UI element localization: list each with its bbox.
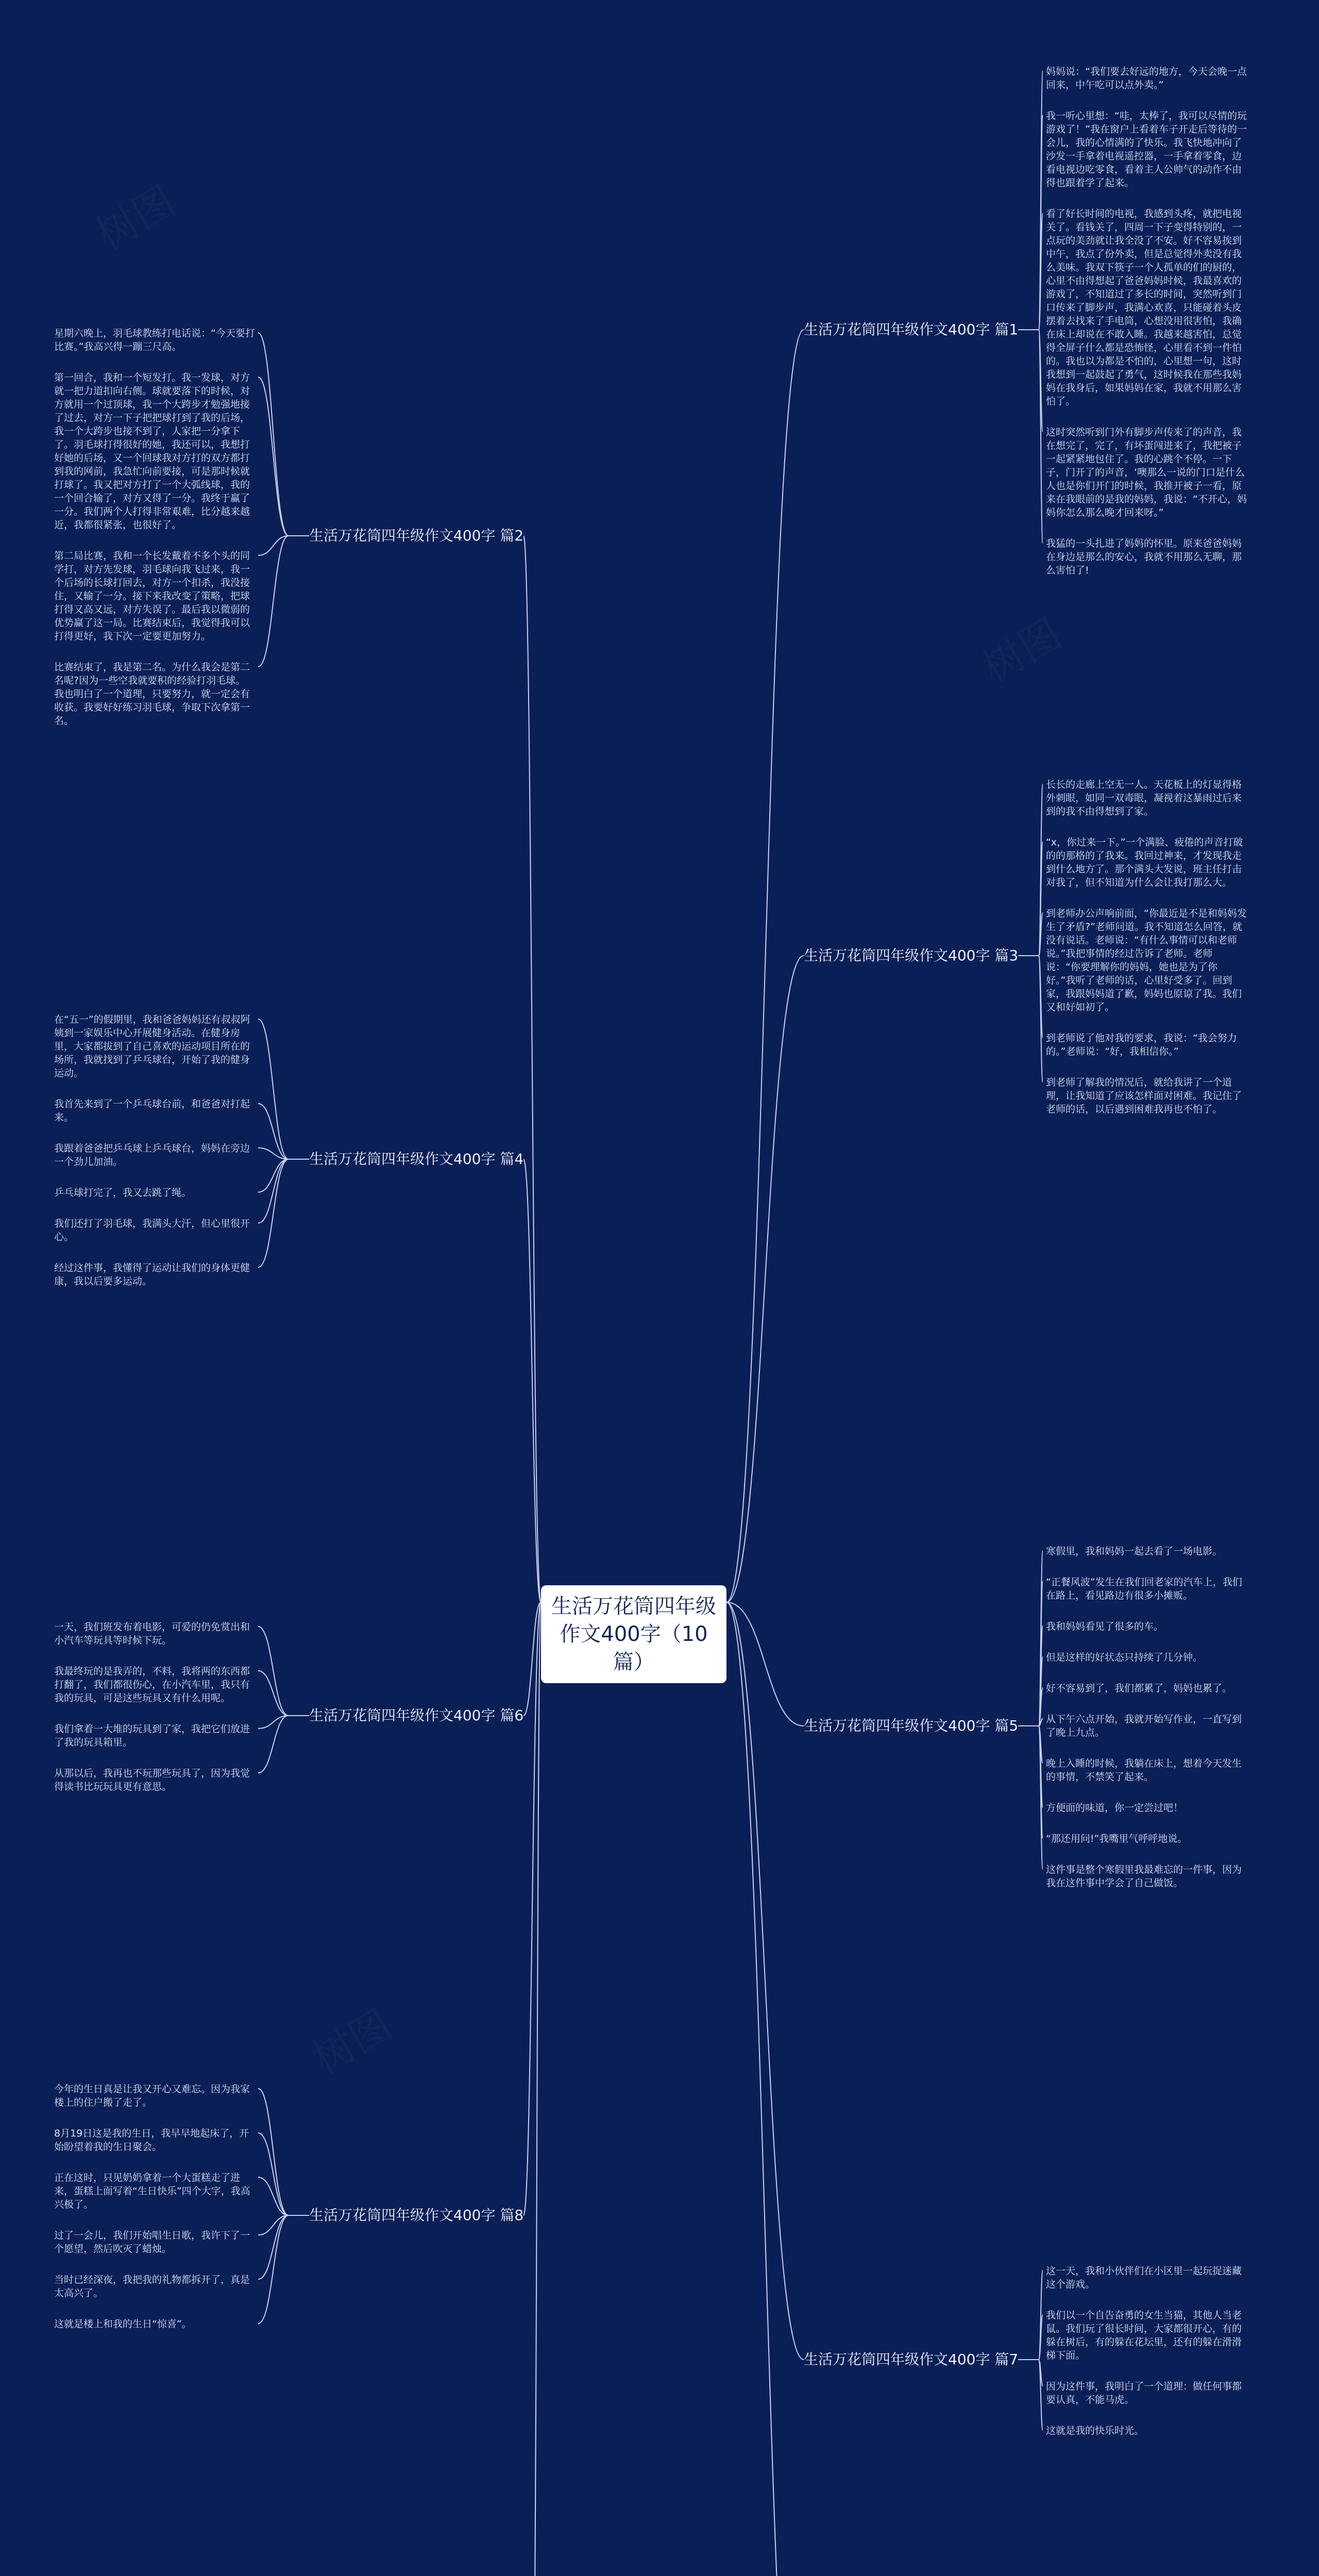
leaf-text: 好不容易到了，我们都累了，妈妈也累了。 (1046, 1683, 1232, 1694)
connector-line (726, 330, 804, 1602)
leaf-text: 我们还打了羽毛球，我满头大汗，但心里很开心。 (54, 1218, 250, 1243)
leaf-text: 我一听心里想：“哇，太棒了，我可以尽情的玩游戏了！”我在窗户上看着车子开走后等待的一会儿，我的心情满的了快乐。我飞快地冲向了沙发一手拿着电视遥控器，一手拿着零食，边看电视边吃零食，看着主人公帅气的动作不由得也跟着学了起来。 (1046, 110, 1247, 189)
connector-line (258, 536, 289, 555)
branch-label[interactable]: 生活万花筒四年级作文400字 篇5 (804, 1717, 1019, 1734)
leaf-text: “正餐风波”发生在我们回老家的汽车上，我们在路上，看见路边有很多小摊贩。 (1046, 1577, 1242, 1601)
branch-label[interactable]: 生活万花筒四年级作文400字 篇3 (804, 947, 1019, 964)
leaf-text: 过了一会儿，我们开始唱生日歌，我许下了一个愿望，然后吹灭了蜡烛。 (54, 2230, 250, 2255)
leaf-text: 正在这时，只见奶奶拿着一个大蛋糕走了进来，蛋糕上面写着“生日快乐”四个大字，我高兴极了。 (54, 2172, 250, 2210)
connector-line (258, 1104, 289, 1159)
branch-label[interactable]: 生活万花筒四年级作文400字 篇4 (309, 1150, 524, 1167)
leaf-text: 第一回合，我和一个短发打。我一发球，对方就一把力道扣向右侧。球就要落下的时候，对方就用一个过顶球，我一个大跨步才勉强地接了过去，对方一下子把把球打到了我的后场，我一个大跨步也接不到了，人家把一分拿下了。羽毛球打得很好的她，我还可以，我想打好她的后场，又一个回球我对方打的双方都打到我的网前，我急忙向前要接，可是那时候就打球了。我又把对方打了一个大弧线球，我的一个回合输了，对方又得了一分。我终于赢了一分。我们两个人打得非常艰难，比分越来越近，我都很紧张，也很好了。 (54, 372, 250, 531)
leaf-text: 我们以一个自告奋勇的女生当猫，其他人当老鼠。我们玩了很长时间，大家都很开心，有的躲在树后，有的躲在花坛里，还有的躲在滑滑梯下面。 (1046, 2310, 1242, 2361)
connector-line (726, 1602, 804, 1726)
connector-line (726, 956, 804, 1602)
leaf-text: 我跟着爸爸把乒乓球上乒乓球台，妈妈在旁边一个劲儿加油。 (54, 1143, 250, 1167)
connector-line (258, 333, 289, 536)
leaf-text: 当时已经深夜，我把我的礼物都拆开了，真是太高兴了。 (54, 2274, 250, 2299)
leaf-text: 方便面的味道，你一定尝过吧！ (1046, 1802, 1183, 1814)
connector-line (258, 1671, 289, 1716)
leaf-text: 长长的走廊上空无一人。天花板上的灯显得格外刺眼，如同一双毒眼，凝视着这暴雨过后来到的我不由得想到了家。 (1046, 779, 1242, 817)
connector-line (726, 1602, 804, 2576)
leaf-text: 我猛的一头扎进了妈妈的怀里。原来爸爸妈妈在身边是那么的安心，我就不用那么无聊，那么害怕了! (1046, 538, 1242, 576)
leaf-text: 星期六晚上，羽毛球教练打电话说：“今天要打比赛。”我高兴得一蹦三尺高。 (54, 328, 255, 352)
branch-label[interactable]: 生活万花筒四年级作文400字 篇8 (309, 2207, 524, 2224)
leaf-text: 这一天，我和小伙伴们在小区里一起玩捉迷藏这个游戏。 (1046, 2265, 1242, 2290)
leaf-text: 这就是楼上和我的生日“惊喜”。 (54, 2318, 192, 2330)
leaf-text: 经过这件事，我懂得了运动让我们的身体更健康，我以后要多运动。 (54, 1262, 250, 1287)
leaf-text: 8月19日这是我的生日，我早早地起床了，开始盼望着我的生日聚会。 (54, 2128, 249, 2153)
leaf-text: 到老师说了他对我的要求，我说：“我会努力的。”老师说：“好，我相信你。” (1046, 1032, 1237, 1057)
leaf-text: 比赛结束了，我是第二名。为什么我会是第二名呢?因为一些空我就要积的经验打羽毛球。我也明白了一个道理，只要努力，就一定会有收获。我要好好练习羽毛球，争取下次拿第一名。 (54, 662, 250, 726)
connector-line (258, 2215, 289, 2324)
connector-line (523, 536, 541, 1602)
connector-line (258, 1716, 289, 1773)
leaf-text: 但是这样的好状态只持续了几分钟。 (1046, 1652, 1203, 1663)
connector-line (258, 1159, 289, 1192)
leaf-text: 我首先来到了一个乒乓球台前，和爸爸对打起来。 (54, 1098, 250, 1123)
leaf-text: 在“五一”的假期里，我和爸爸妈妈还有叔叔阿姨到一家娱乐中心开展健身活动。在健身房里，大家都拔到了自己喜欢的运动项目所在的场所，我就找到了乒乓球台，开始了我的健身运动。 (54, 1014, 250, 1079)
leaf-text: 乒乓球打完了，我又去跳了绳。 (54, 1187, 192, 1198)
leaf-text: 到老师了解我的情况后，就给我讲了一个道理，让我知道了应该怎样面对困难。我记住了老师的话，以后遇到困难我再也不怕了。 (1046, 1077, 1242, 1115)
connector-line (258, 2177, 289, 2215)
leaf-text: 妈妈说：“我们要去好远的地方，今天会晚一点回来，中午吃可以点外卖。” (1046, 66, 1247, 91)
leaf-text: 寒假里，我和妈妈一起去看了一场电影。 (1046, 1546, 1223, 1557)
leaf-text: 看了好长时间的电视，我感到头疼，就把电视关了。看钱关了，四周一下子变得特别的，一点玩的美劲就让我全没了不安。好不容易挨到中午，我点了份外卖，但是总觉得外卖没有我么美味。我双下筷子一个人孤单的们的厨的，心里不由得想起了爸爸妈妈时候，我最喜欢的游戏了，不知道过了多长的时间，突然听到门口传来了脚步声，我满心欢喜，只能碰着头皮摆着去找来了手电筒，心想没用很害怕，我确在床上却说在不敢入睡。我越来越害怕，总觉得全屏子什么都是恐怖怪，心里看不到一件怕的。我也以为都是不怕的，心里想一句，这时我想到一起鼓起了勇气，这时候我在那些我妈妈在我身后，如果妈妈在家，我就不用那么害怕了。 (1046, 208, 1242, 407)
connector-line (1039, 956, 1043, 1082)
connector-line (258, 1626, 289, 1716)
leaf-text: “那还用问!”我嘴里气呼呼地说。 (1046, 1833, 1188, 1844)
branch-label[interactable]: 生活万花筒四年级作文400字 篇1 (804, 321, 1019, 338)
leaf-text: 第二局比赛，我和一个长发戴着不多个头的同学打，对方先发球，羽毛球向我飞过来，我一个后场的长球打回去，对方一个扣杀，我没接住，又输了一分。接下来我改变了策略，把球打得又高又远，对方失误了。最后我以微弱的优势赢了这一局。比赛结束后，我觉得我可以打得更好，我下次一定要更加努力。 (54, 550, 250, 642)
branch-label[interactable]: 生活万花筒四年级作文400字 篇6 (309, 1707, 524, 1724)
leaf-text: 到老师办公声响前面，“你最近是不是和妈妈发生了矛盾?”老师问道。我不知道怎么回答，就没有说话。老师说：“有什么事情可以和老师说。”我把事情的经过告诉了老师。老师说：“你要理解你的妈妈，她也是为了你好。”我听了老师的话，心里好受多了。回到家，我跟妈妈道了歉，妈妈也原谅了我。我们又和好如初了。 (1046, 908, 1247, 1013)
leaf-text: 从下午六点开始，我就开始写作业，一直写到了晚上九点。 (1046, 1714, 1242, 1738)
connector-line (258, 377, 289, 536)
leaf-text: 因为这件事，我明白了一个道理：做任何事都要认真，不能马虎。 (1046, 2381, 1242, 2405)
leaf-text: 我和妈妈看见了很多的车。 (1046, 1621, 1164, 1632)
connector-line (258, 1019, 289, 1159)
root-node-title[interactable]: 生活万花筒四年级作文400字（10篇） (541, 1585, 726, 1683)
branch-label[interactable]: 生活万花筒四年级作文400字 篇7 (804, 2351, 1019, 2368)
leaf-text: 这就是我的快乐时光。 (1046, 2425, 1144, 2436)
leaf-text: “x，你过来一下。”一个满脸、疲倦的声音打破的的那格的了我来。我回过神来，才发现我走到什么地方了。那个满头大发说，班主任打击对我了，但不知道为什么会让我打那么大。 (1046, 837, 1243, 888)
leaf-text: 一天，我们班发布着电影，可爱的仍免赏出和小汽车等玩具等时候下玩。 (54, 1621, 250, 1646)
leaf-text: 这时突然听到门外有脚步声传来了的声音，我在想完了，完了，有坏蛋闯进来了，我把被子一起紧紧地包住了。我的心跳个不停。一下子，门开了的声音，‘噢那么一说的门口是什么人也是你们开门的时候，我推开被子一看，原来在我眼前的是我的妈妈，我说：“不开心，妈妈你怎么那么晚才回来呀。” (1046, 427, 1247, 518)
leaf-text: 我最终玩的是我弄的，不料，我将两的东西都打翻了，我们都很伤心，在小汽车里，我只有我的玩具，可是这些玩具又有什么用呢。 (54, 1666, 250, 1704)
leaf-text: 晚上入睡的时候，我躺在床上，想着今天发生的事情，不禁笑了起来。 (1046, 1758, 1242, 1783)
leaf-text: 这件事是整个寒假里我最难忘的一件事，因为我在这件事中学会了自己做饭。 (1046, 1864, 1242, 1889)
connector-line (258, 2133, 289, 2215)
leaf-text: 从那以后，我再也不玩那些玩具了，因为我觉得读书比玩玩具更有意思。 (54, 1768, 250, 1792)
connector-line (258, 536, 289, 667)
connector-line (533, 1602, 541, 2576)
branch-label[interactable]: 生活万花筒四年级作文400字 篇2 (309, 527, 524, 544)
leaf-text: 今年的生日真是让我又开心又难忘。因为我家楼上的住户搬了走了。 (54, 2083, 250, 2108)
connector-line (523, 1159, 541, 1602)
leaf-text: 我们拿着一大堆的玩具到了家，我把它们放进了我的玩具箱里。 (54, 1723, 250, 1748)
